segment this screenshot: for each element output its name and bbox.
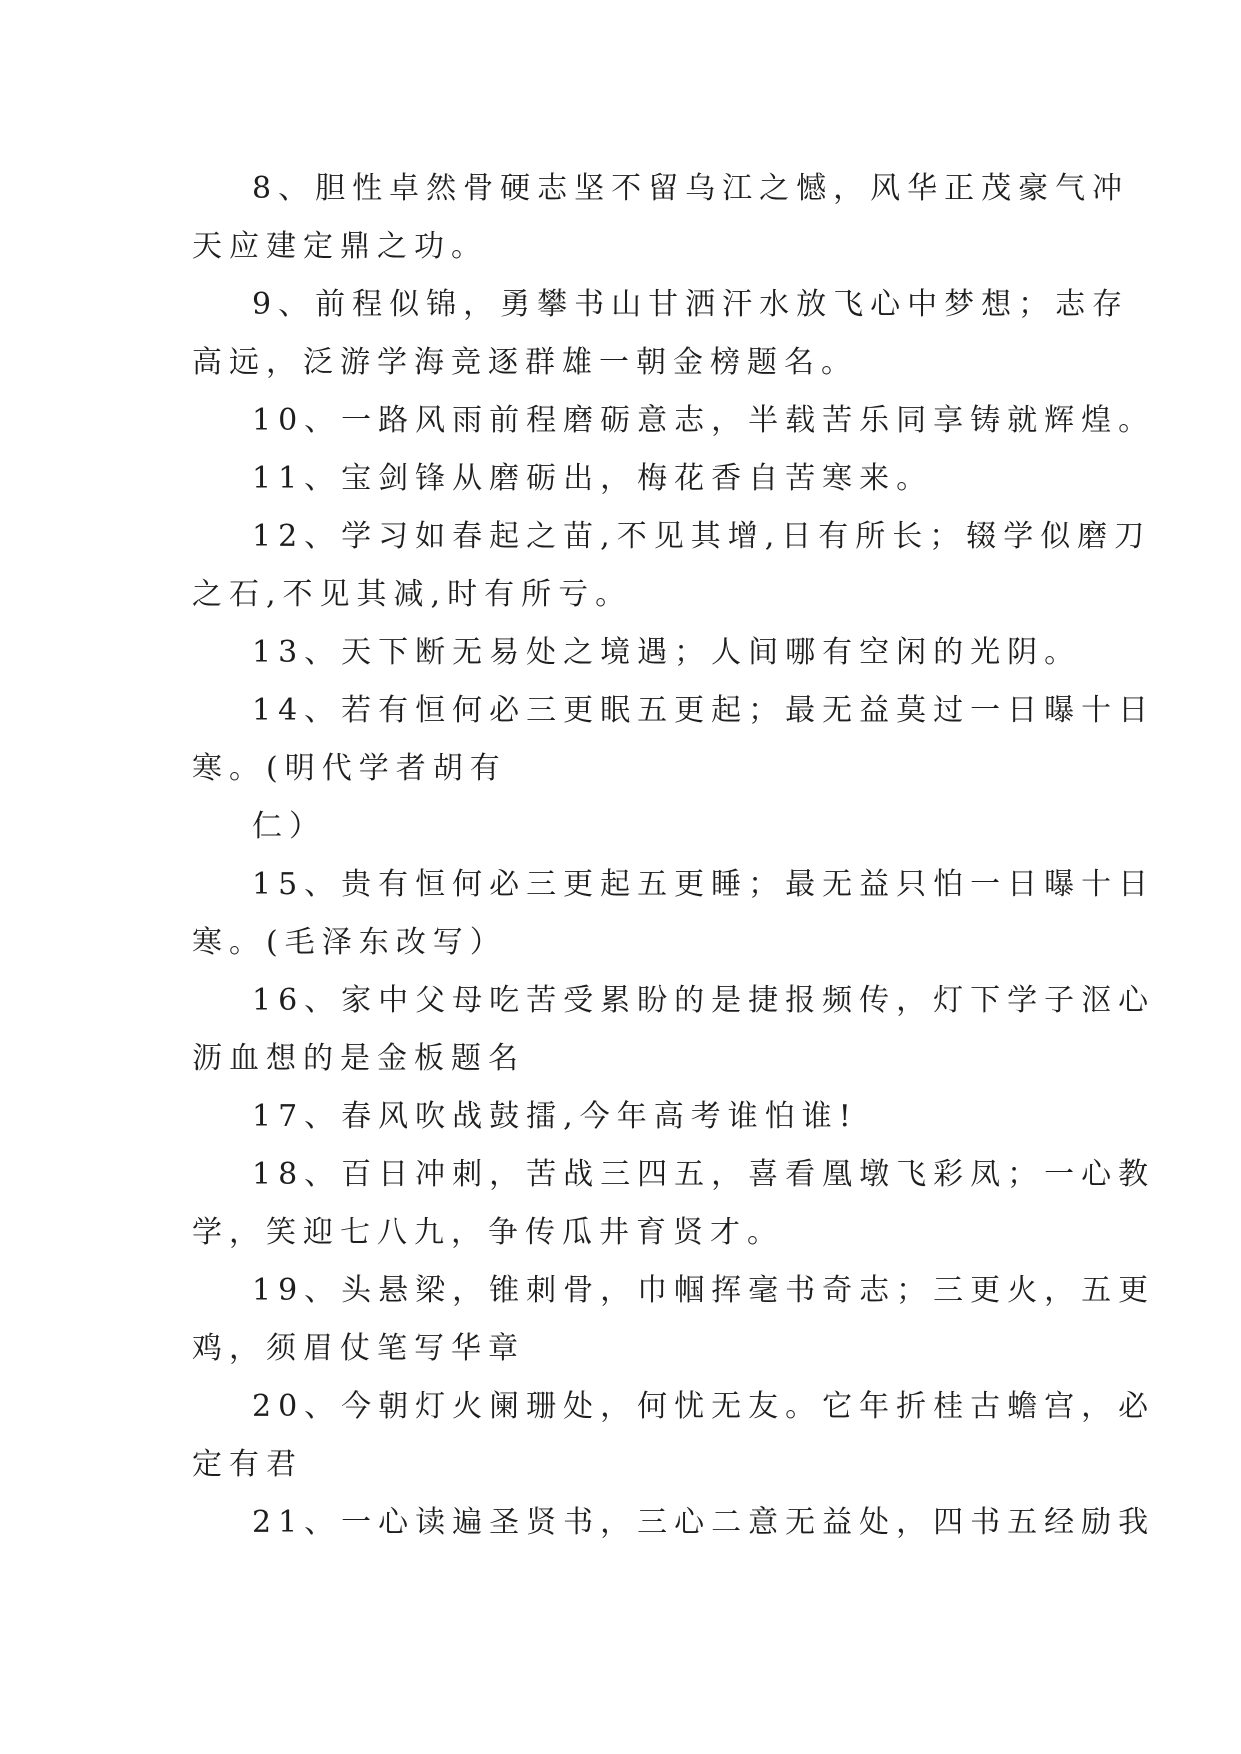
text-line: 11、宝剑锋从磨砺出，梅花香自苦寒来。 [252,461,934,496]
text-line: 高远，泛游学海竞逐群雄一朝金榜题名。 [192,345,858,380]
text-line: 仁） [252,809,326,844]
document-body [192,160,1156,1552]
text-line: 17、春风吹战鼓擂,今年高考谁怕谁! [252,1099,858,1134]
text-line: 沥血想的是金板题名 [192,1041,525,1076]
text-line: 寒。(明代学者胡有 [192,751,507,786]
text-line: 9、前程似锦，勇攀书山甘洒汗水放飞心中梦想；志存 [252,287,1130,322]
text-line: 13、天下断无易处之境遇；人间哪有空闲的光阴。 [252,635,1082,670]
text-line: 18、百日冲刺，苦战三四五，喜看凰墩飞彩凤；一心教 [252,1157,1156,1192]
text-line: 15、贵有恒何必三更起五更睡；最无益只怕一日曝十日 [252,867,1156,902]
text-line: 鸡，须眉仗笔写华章 [192,1331,525,1366]
text-line: 16、家中父母吃苦受累盼的是捷报频传，灯下学子沤心 [252,983,1156,1018]
text-line: 21、一心读遍圣贤书，三心二意无益处，四书五经励我 [252,1505,1156,1540]
text-line: 学，笑迎七八九，争传瓜井育贤才。 [192,1215,784,1250]
text-line: 定有君 [192,1447,303,1482]
text-line: 之石,不见其减,时有所亏。 [192,577,633,612]
text-line: 19、头悬梁，锥刺骨，巾帼挥毫书奇志；三更火，五更 [252,1273,1156,1308]
text-line: 12、学习如春起之苗,不见其增,日有所长；辍学似磨刀 [252,519,1152,554]
text-line: 14、若有恒何必三更眠五更起；最无益莫过一日曝十日 [252,693,1156,728]
text-line: 20、今朝灯火阑珊处，何忧无友。它年折桂古蟾宫，必 [252,1389,1156,1424]
text-line: 天应建定鼎之功。 [192,229,488,264]
text-line: 8、胆性卓然骨硬志坚不留乌江之憾，风华正茂豪气冲 [252,171,1130,206]
text-line: 10、一路风雨前程磨砺意志，半载苦乐同享铸就辉煌。 [252,403,1156,438]
text-line: 寒。(毛泽东改写） [192,925,507,960]
